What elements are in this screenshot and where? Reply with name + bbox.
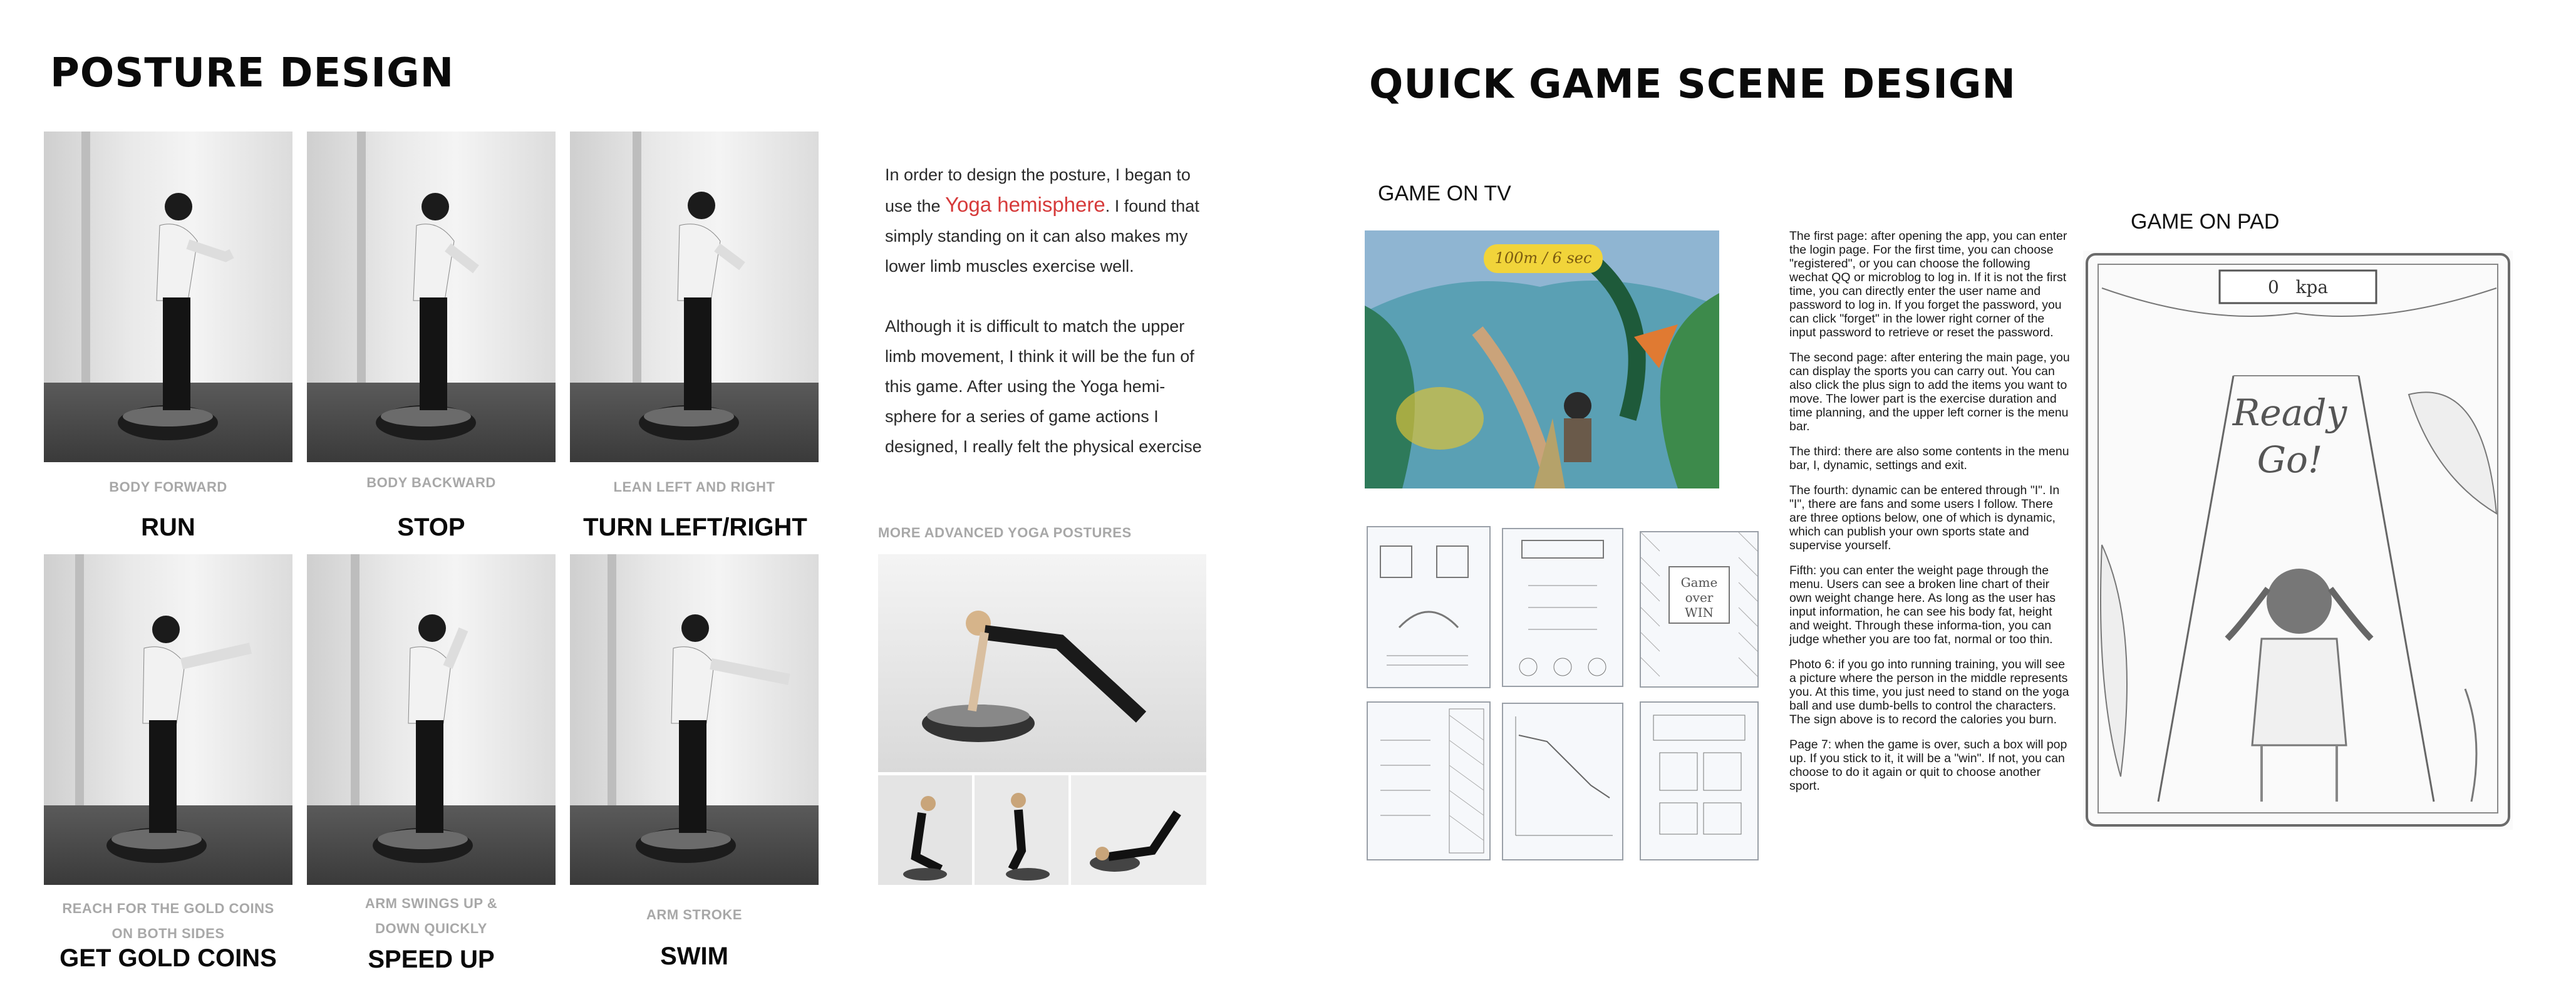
advanced-caption: MORE ADVANCED YOGA POSTURES xyxy=(878,525,1132,540)
description-paragraph: The third: there are also some contents in the menu bar, I, dynamic, settings and exit. xyxy=(1789,445,2069,472)
pad-go-text: Go! xyxy=(2257,438,2323,481)
sketch-login-page xyxy=(1367,526,1491,688)
description-paragraph: Fifth: you can enter the weight page through the menu. Users can see a broken line chart of their own weight change here. As long as the user has input information, he can see his body fat, height and weight. Through these informa-tion, you can judge whether you are too fat, normal or too thin. xyxy=(1789,564,2056,646)
sketch-win-text: Game over WIN xyxy=(1680,575,1718,620)
pose-caption: ARM STROKE xyxy=(646,907,742,922)
pose-caption xyxy=(31,901,305,942)
intro-line: use the Yoga hemisphere. I found that xyxy=(885,193,1199,216)
pose-caption: LEAN LEFT AND RIGHT xyxy=(613,479,775,495)
pose-caption: BODY BACKWARD xyxy=(366,475,496,490)
game-on-pad-drawing xyxy=(2083,250,2513,830)
sketch-win-page xyxy=(1640,531,1759,688)
pose-photo-speed-up xyxy=(307,554,556,885)
pose-name: GET GOLD COINS xyxy=(59,944,277,972)
game-on-tv-label: GAME ON TV xyxy=(1378,182,1511,205)
pose-name: SPEED UP xyxy=(368,946,495,973)
scene-design-title: QUICK GAME SCENE DESIGN xyxy=(1369,61,2016,108)
game-on-tv-drawing xyxy=(1365,230,1719,488)
caption-line: ON BOTH SIDES xyxy=(111,926,225,941)
pose-photo-stop xyxy=(307,132,556,462)
scene-description xyxy=(1789,229,2071,804)
advanced-yoga-photo-main xyxy=(878,554,1206,772)
sketch-main-page xyxy=(1502,528,1623,687)
caption-line: ARM SWINGS UP & xyxy=(365,896,498,911)
tv-distance-sign: 100m / 6 sec xyxy=(1494,249,1592,267)
yoga-hemisphere-highlight: Yoga hemisphere xyxy=(945,193,1105,216)
intro-line: designed, I really felt the physical exercise xyxy=(885,437,1202,456)
description-paragraph: The fourth: dynamic can be entered through "I". In "I", there are fans and some users I follow. There are three options below, one of which is dynamic, which can publish your own sports state and supervise yourself. xyxy=(1789,483,2060,552)
pose-photo-run xyxy=(44,132,292,462)
pose-photo-gold-coins xyxy=(44,554,292,885)
sketch-training-page xyxy=(1640,701,1759,860)
description-paragraph: The second page: after entering the main page, you can display the sports you can carry out. You can also click the plus sign to add the items you want to move. The lower part is the exercise duration and time planning, and the upper left corner is the menu bar. xyxy=(1789,351,2070,433)
pad-ready-text: Ready xyxy=(2232,391,2347,434)
intro-line: lower limb muscles exercise well. xyxy=(885,257,1134,276)
intro-line: simply standing on it can also makes my xyxy=(885,227,1188,245)
intro-line: this game. After using the Yoga hemi- xyxy=(885,377,1166,396)
game-on-pad-label: GAME ON PAD xyxy=(2131,210,2280,234)
pose-photo-swim xyxy=(570,554,819,885)
sketch-menu-page xyxy=(1367,701,1491,860)
pose-name: TURN LEFT/RIGHT xyxy=(583,514,807,541)
advanced-yoga-photo-small xyxy=(1071,775,1206,885)
pose-caption xyxy=(307,896,556,937)
pose-name: RUN xyxy=(141,514,195,541)
pad-kpa-counter: 0 kpa xyxy=(2267,277,2329,297)
advanced-yoga-photo-small xyxy=(878,775,972,885)
intro-line: limb movement, I think it will be the fun of xyxy=(885,347,1194,366)
intro-line: Although it is difficult to match the upper xyxy=(885,317,1185,336)
pose-name: STOP xyxy=(397,514,465,541)
pose-caption: BODY FORWARD xyxy=(109,479,227,495)
posture-design-title: POSTURE DESIGN xyxy=(50,50,455,96)
intro-line: sphere for a series of game actions I xyxy=(885,407,1159,426)
sketch-weight-chart xyxy=(1502,703,1623,860)
intro-text xyxy=(885,160,1223,462)
pose-name: SWIM xyxy=(660,943,728,970)
intro-line: In order to design the posture, I began to xyxy=(885,165,1191,184)
description-paragraph: The first page: after opening the app, you can enter the login page. For the first time, you can choose "registered", or you can choose the following wechat QQ or microblog to log in. If it is not the first time, you can directly enter the user name and password to log in. If you forget the password, you can click "forget" in the lower right corner of the input password to retrieve or reset the password. xyxy=(1789,229,2067,339)
description-paragraph: Photo 6: if you go into running training, you will see a picture where the person in the middle represents you. At this time, you just need to stand on the yoga ball and use dumb-bells to control the characters. The sign above is to record the calories you burn. xyxy=(1789,658,2069,726)
caption-line: DOWN QUICKLY xyxy=(375,921,487,936)
caption-line: REACH FOR THE GOLD COINS xyxy=(62,901,274,916)
pose-photo-turn xyxy=(570,132,819,462)
description-paragraph: Page 7: when the game is over, such a box will pop up. If you stick to it, it will be a "win". If not, you can choose to do it again or quit to choose another sport. xyxy=(1789,738,2067,793)
advanced-yoga-photo-small xyxy=(975,775,1068,885)
